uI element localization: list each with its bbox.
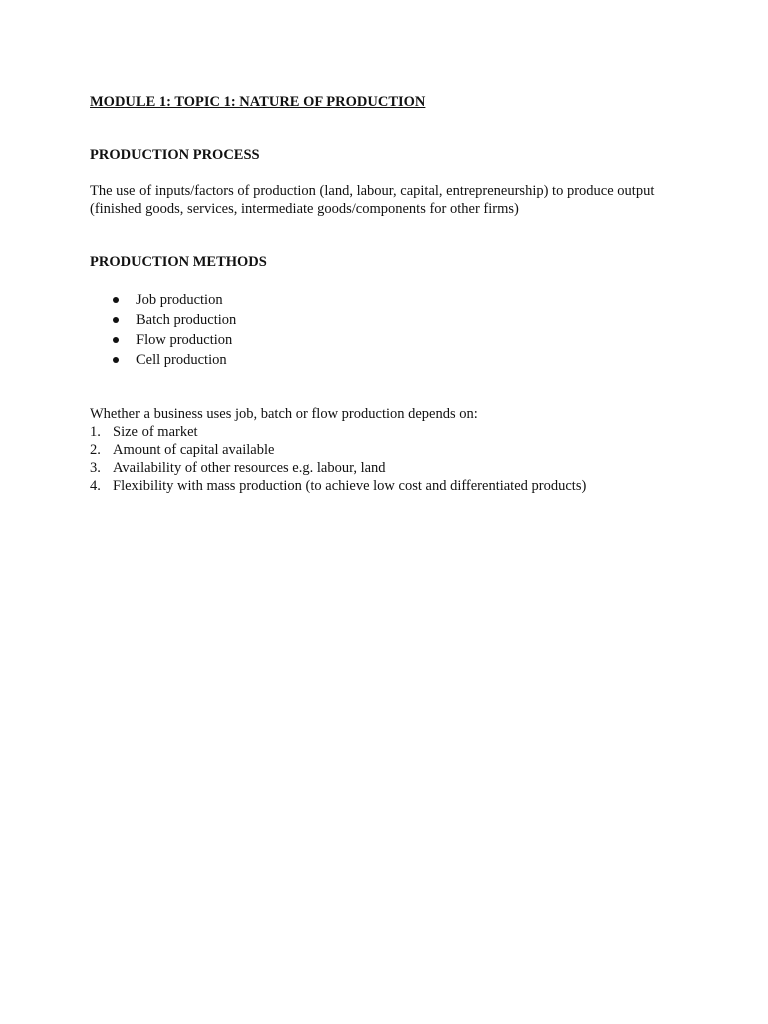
list-number: 4.: [90, 478, 101, 494]
list-item-text: Batch production: [136, 312, 237, 328]
production-methods-heading: PRODUCTION METHODS: [90, 254, 267, 270]
list-item: [90, 459, 586, 477]
methods-bullet-list: [90, 291, 236, 371]
list-item-text: Flow production: [136, 332, 233, 348]
list-item: [90, 477, 586, 495]
list-item-text: Amount of capital available: [113, 442, 275, 458]
depends-numbered-list: [90, 423, 586, 495]
list-item: [90, 441, 586, 459]
list-item: [90, 291, 236, 311]
list-item-text: Cell production: [136, 352, 227, 368]
list-item: [90, 311, 236, 331]
paragraph-line: The use of inputs/factors of production (land, labour, capital, entrepreneurship) to produce output: [90, 183, 655, 199]
list-number: 3.: [90, 460, 101, 476]
production-process-heading: PRODUCTION PROCESS: [90, 147, 260, 163]
paragraph-line: (finished goods, services, intermediate goods/components for other firms): [90, 201, 519, 217]
depends-intro: Whether a business uses job, batch or flow production depends on:: [90, 406, 478, 422]
list-item-text: Job production: [136, 292, 223, 308]
bullet-icon: [113, 297, 119, 303]
list-item: [90, 331, 236, 351]
list-item-text: Size of market: [113, 424, 198, 440]
list-number: 1.: [90, 424, 101, 440]
list-item-text: Availability of other resources e.g. labour, land: [113, 460, 386, 476]
production-process-paragraph: [90, 182, 690, 218]
bullet-icon: [113, 317, 119, 323]
list-number: 2.: [90, 442, 101, 458]
list-item: [90, 351, 236, 371]
list-item: [90, 423, 586, 441]
bullet-icon: [113, 357, 119, 363]
document-title: MODULE 1: TOPIC 1: NATURE OF PRODUCTION: [90, 94, 426, 110]
bullet-icon: [113, 337, 119, 343]
list-item-text: Flexibility with mass production (to achieve low cost and differentiated products): [113, 478, 587, 494]
